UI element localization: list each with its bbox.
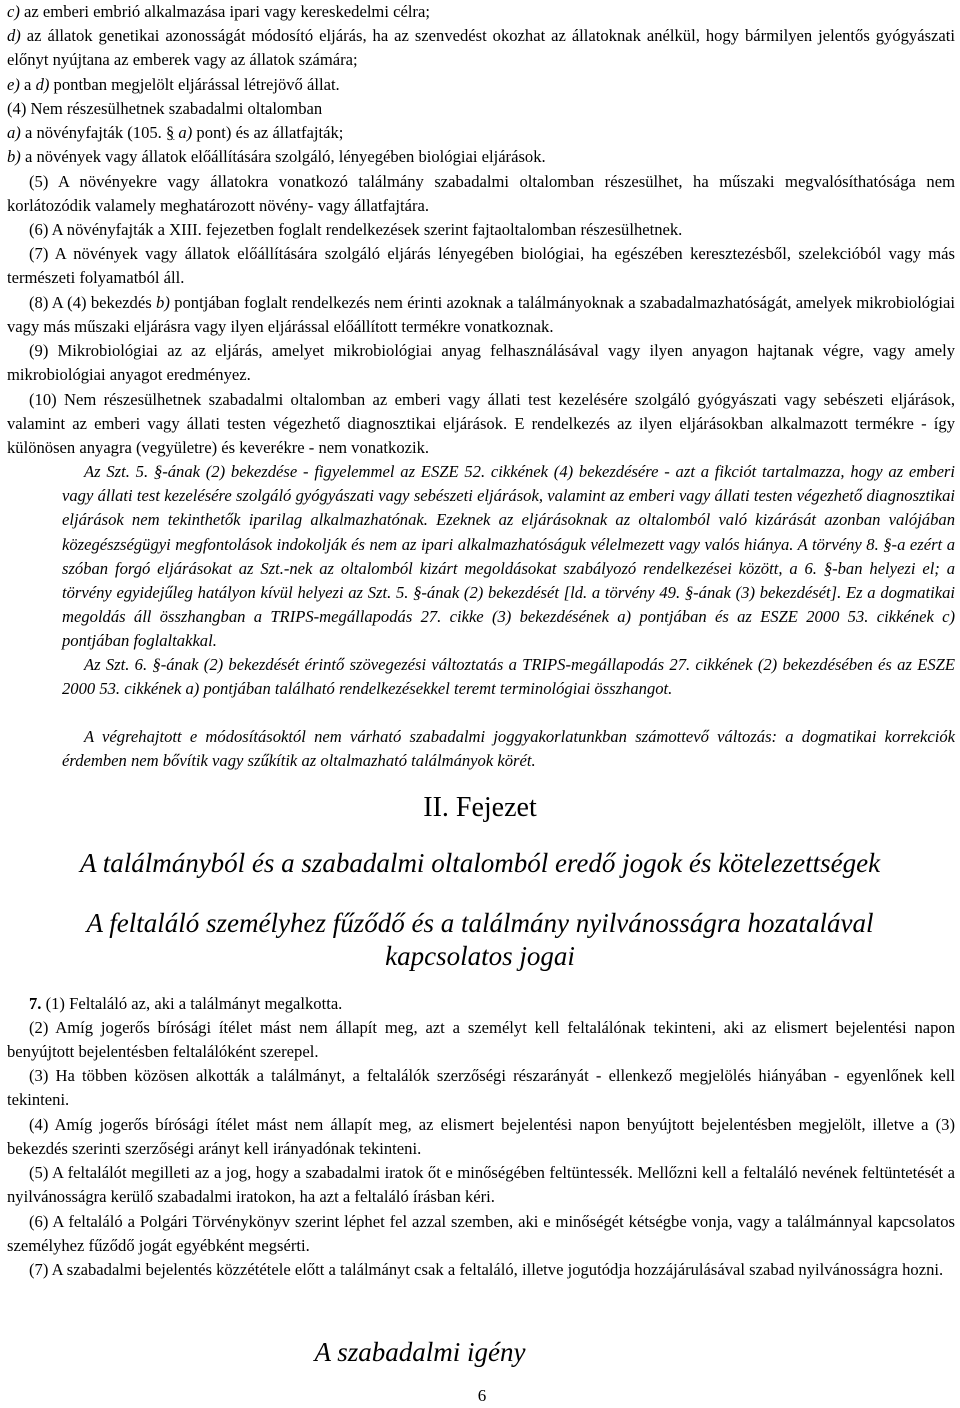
section-7-paragraph-5: (5) A feltalálót megilleti az a jog, hogy a szabadalmi iratok őt e minőségében feltüntessék. Mellőzni kell a feltaláló nevének feltüntetését a nyilvánosságra kerülő szabadalmi iratokon, ha azt a feltaláló írásban kéri. — [7, 1163, 955, 1207]
commentary-paragraph-1: Az Szt. 5. §-ának (2) bekezdése - figyelemmel az ESZE 52. cikkének (4) bekezdésére - azt a fikciót tartalmazza, hogy az emberi vagy állati test kezelésére szolgáló gyógyászati vagy sebészeti eljárások, valamint az emberi vagy állati testen végezhető diagnosztikai eljárások nem tekinthetők iparilag alkalmazhatónak. Ezeknek az eljárásoknak az oltalomból való kizárását azonban valójában közegészségügyi megfontolások indokolják és nem az ipari alkalmazhatóságuk vélelmezett vagy valós hiánya. A törvény 8. §-a ezért a szóban forgó eljárásokat az Szt.-nek az oltalomból kizárt megoldásokat szabályozó rendelkezései között, a 6. §-ban helyezi el; a törvény egyidejűleg hatályon kívül helyezi az Szt. 5. §-ának (2) bekezdését [ld. a törvény 49. §-ának (3) bekezdését]. Ez a dogmatikai megoldás áll összhangban a TRIPS-megállapodás 27. cikke (3) bekezdésének a) pontjában és az ESZE 2000 53. cikkének c) pontjában foglaltakkal. — [62, 462, 955, 651]
paragraph-4: (4) Nem részesülhetnek szabadalmi oltalomban — [7, 99, 323, 118]
section-7-paragraph-7: (7) A szabadalmi bejelentés közzététele előtt a találmányt csak a feltaláló, illetve jogutódja hozzájárulásával szabad nyilvánosságra hozni. — [29, 1260, 944, 1279]
paragraph-8: (8) A (4) bekezdés b) pontjában foglalt rendelkezés nem érinti azoknak a találmányoknak a szabadalmazhatóságát, amelyek mikrobiológiai vagy más műszaki eljárásra vagy ilyen eljárással előállított termékre vonatkoznak. — [7, 293, 955, 337]
section-7-paragraph-4: (4) Amíg jogerős bírósági ítélet mást nem állapít meg, az elismert bejelentési napon benyújtott bejelentésben megjelölt, illetve a (3) bekezdés szerinti szerzőségi arányt kell irányadónak tekinteni. — [7, 1115, 955, 1159]
page-number: 6 — [477, 1386, 487, 1405]
chapter-heading: II. Fejezet — [423, 792, 537, 823]
section-7-paragraph-1: 7. (1) Feltaláló az, aki a találmányt megalkotta. — [29, 994, 343, 1013]
section-link[interactable]: § — [165, 123, 175, 142]
paragraph-9: (9) Mikrobiológiai az az eljárás, amelyet mikrobiológiai anyag felhasználásával vagy ilyen anyagon hajtanak végre, vagy amely mikrobiológiai anyagot eredményez. — [7, 341, 955, 385]
subsection-title: A szabadalmi igény — [314, 1337, 526, 1367]
paragraph-5: (5) A növényekre vagy állatokra vonatkozó találmány szabadalmi oltalomban részesülhet, ha műszaki megvalósíthatósága nem korlátozódik valamely meghatározott növény- vagy állatfajtára. — [7, 172, 955, 216]
list-item-c: c) az emberi embrió alkalmazása ipari vagy kereskedelmi célra; — [7, 2, 430, 21]
section-7-paragraph-6: (6) A feltaláló a Polgári Törvénykönyv szerint léphet fel azzal szemben, aki e minőségét kétségbe vonja, vagy a találmánnyal kapcsolatos személyhez fűződő jogát egyébként megsérti. — [7, 1212, 955, 1256]
paragraph-7: (7) A növények vagy állatok előállítására szolgáló eljárás lényegében biológiai, ha egészében keresztezésből, szelekcióból vagy más természeti folyamatból áll. — [7, 244, 955, 288]
list-item-4b: b) a növények vagy állatok előállítására szolgáló, lényegében biológiai eljárások. — [7, 147, 546, 166]
paragraph-6: (6) A növényfajták a XIII. fejezetben foglalt rendelkezések szerint fajtaoltalomban részesülhetnek. — [29, 220, 683, 239]
list-item-4a: a) a növényfajták (105. § a) pont) és az állatfajták; — [7, 123, 344, 142]
list-item-e: e) a d) pontban megjelölt eljárással létrejövő állat. — [7, 75, 340, 94]
section-title-line-1: A feltaláló személyhez fűződő és a találmány nyilvánosságra hozatalával — [86, 908, 874, 938]
commentary-paragraph-2: Az Szt. 6. §-ának (2) bekezdését érintő szövegezési változtatás a TRIPS-megállapodás 27. cikkének (2) bekezdésében és az ESZE 2000 53. cikkének a) pontjában található rendelkezésekkel teremt terminológiai összhangot. — [62, 655, 955, 699]
chapter-title: A találmányból és a szabadalmi oltalomból eredő jogok és kötelezettségek — [79, 848, 881, 878]
section-7-paragraph-3: (3) Ha többen közösen alkották a találmányt, a feltalálók szerzőségi részarányát - ellenkező megjelölés hiányában - egyenlőnek kell tekinteni. — [7, 1066, 955, 1110]
list-item-d: d) az állatok genetikai azonosságát módosító eljárás, ha az szenvedést okozhat az állatoknak anélkül, hogy bármilyen jelentős gyógyászati előnyt nyújtana az emberek vagy az állatok számára; — [7, 26, 955, 70]
commentary-paragraph-3: A végrehajtott e módosításoktól nem várható szabadalmi joggyakorlatunkban számottevő változás: a dogmatikai korrekciók érdemben nem bővítik vagy szűkítik az oltalmazható találmányok körét. — [62, 727, 955, 771]
section-7-paragraph-2: (2) Amíg jogerős bírósági ítélet mást nem állapít meg, azt a személyt kell feltalálónak tekinteni, aki az elismert bejelentési napon benyújtott bejelentésben feltalálóként szerepel. — [7, 1018, 955, 1062]
paragraph-10: (10) Nem részesülhetnek szabadalmi oltalomban az emberi vagy állati test kezelésére szolgáló gyógyászati vagy sebészeti eljárások, valamint az emberi vagy állati testen végezhető diagnosztikai eljárások. E rendelkezés az ilyen eljárásokban alkalmazott termékre - így különösen anyagra (vegyületre) és keverékre - nem vonatkozik. — [7, 390, 955, 458]
section-title-line-2: kapcsolatos jogai — [385, 941, 575, 971]
